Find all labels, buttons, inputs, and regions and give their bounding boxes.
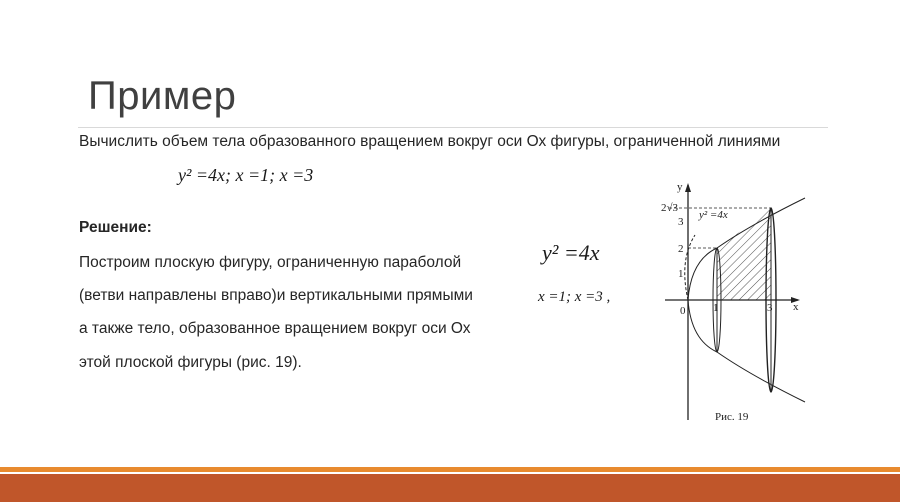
origin-label: 0 <box>680 305 686 317</box>
y-tick-2: 2 <box>678 243 684 255</box>
solution-line-1: Построим плоскую фигуру, ограниченную параболой <box>79 254 462 271</box>
solution-heading: Решение: <box>79 219 152 236</box>
parabola-lower <box>688 300 805 402</box>
task-text: Вычислить объем тела образованного вращением вокруг оси Ох фигуры, ограниченной линиями <box>79 133 781 150</box>
figure-caption: Рис. 19 <box>715 411 749 423</box>
slide-title: Пример <box>88 74 237 118</box>
y-tick-1: 1 <box>678 268 684 280</box>
figure-19 <box>655 180 815 425</box>
side-lines: x =1; x =3 , <box>538 289 611 305</box>
y-axis-arrow <box>685 183 691 192</box>
x-tick-3: 3 <box>767 302 773 314</box>
curve-label: y² =4x <box>699 209 728 221</box>
y-axis-label: y <box>677 181 683 193</box>
footer-bar <box>0 474 900 502</box>
footer-accent-line <box>0 467 900 472</box>
solution-line-2: (ветви направлены вправо)и вертикальными прямыми <box>79 287 473 304</box>
figure-svg <box>655 180 815 425</box>
y-tick-2sqrt3: 2√3 <box>661 202 679 214</box>
x-axis-label: x <box>793 301 799 313</box>
side-formula: y² =4x <box>542 240 600 265</box>
task-formula <box>178 165 313 186</box>
parabola-dashed <box>685 235 695 300</box>
task-formula-text: y² =4x; x =1; x =3 <box>178 165 314 185</box>
y-tick-3: 3 <box>678 216 684 228</box>
solution-line-3: а также тело, образованное вращением вокруг оси Ох <box>79 320 471 337</box>
x-tick-1: 1 <box>713 302 719 314</box>
shaded-region <box>717 208 771 300</box>
title-divider <box>78 127 828 128</box>
solution-line-4: этой плоской фигуры (рис. 19). <box>79 354 302 371</box>
